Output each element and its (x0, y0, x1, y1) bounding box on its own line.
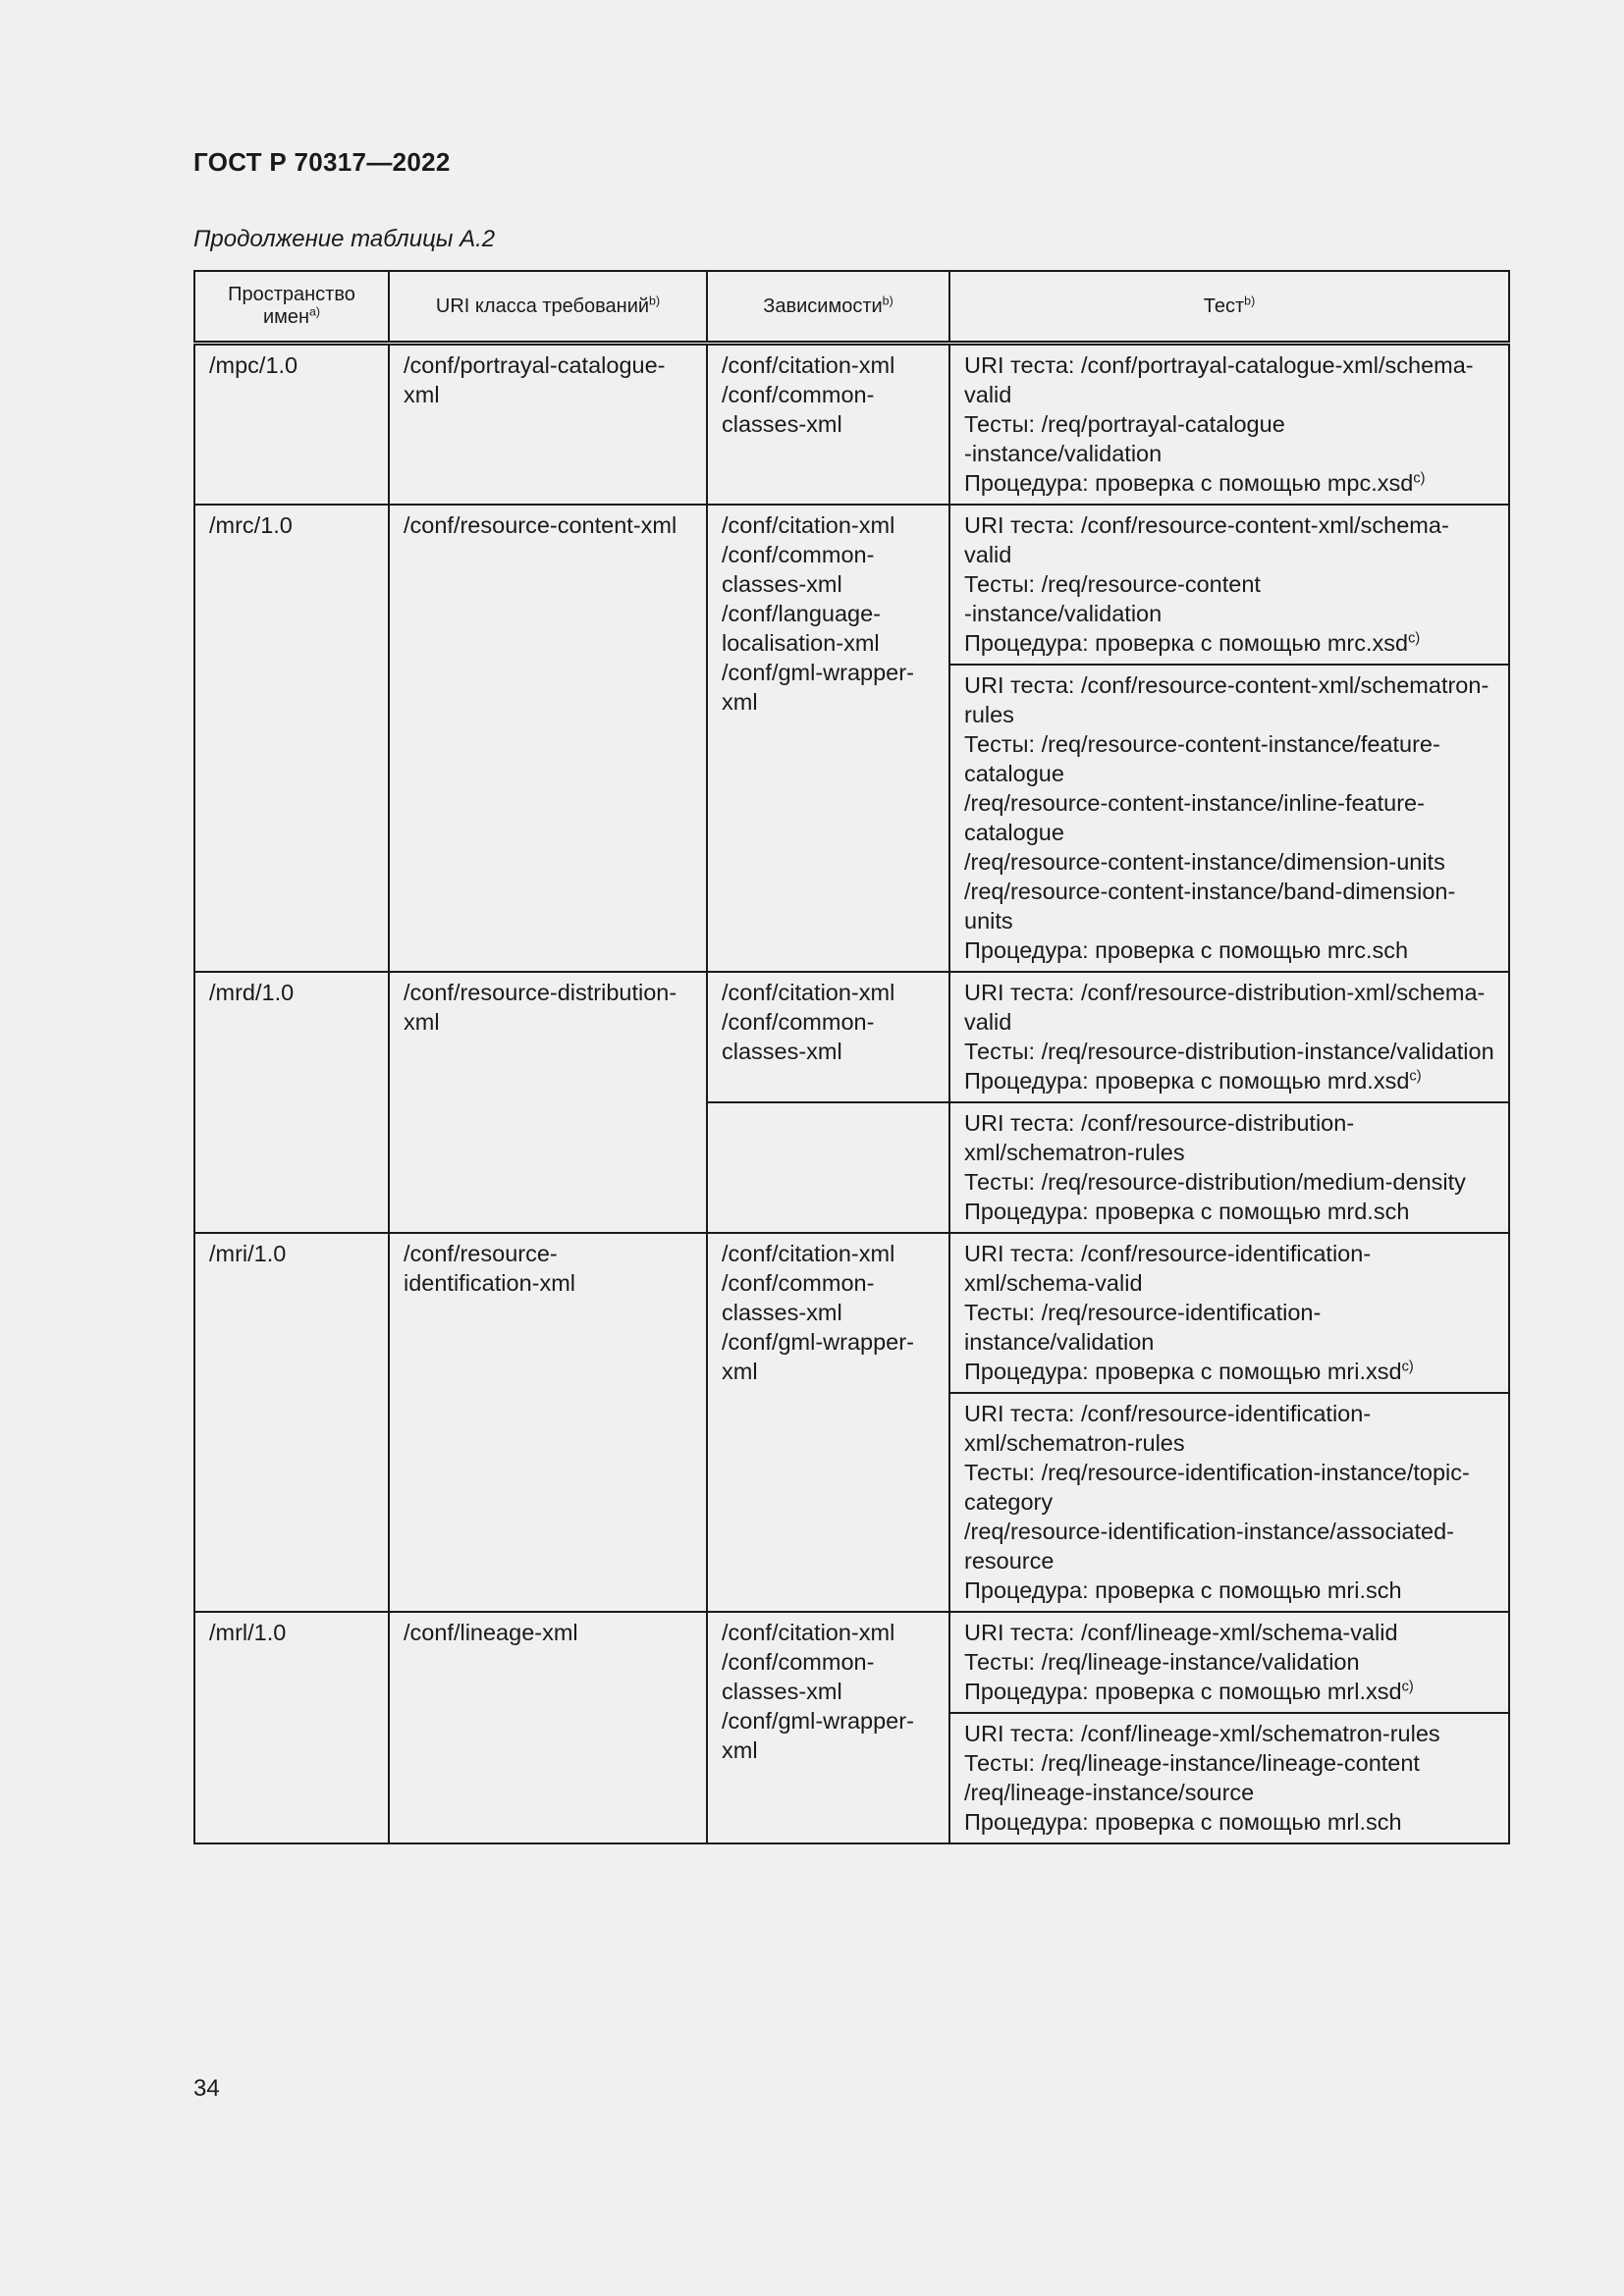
test-uri: URI теста: /conf/resource-content-xml/schematron-rules (964, 672, 1489, 727)
cell-dependencies-empty (707, 1102, 949, 1233)
cell-requirements-uri: /conf/resource-identification-xml (389, 1233, 707, 1612)
dependency-item: /conf/common-classes-xml (722, 1270, 875, 1325)
cell-test (949, 1713, 1509, 1843)
test-procedure-text: Процедура: проверка с помощью mrc.sch (964, 937, 1409, 963)
table-header-row (194, 271, 1509, 344)
test-line: Тесты: /req/resource-distribution/medium-density (964, 1169, 1466, 1195)
test-line: Тесты: /req/lineage-instance/validation (964, 1649, 1360, 1675)
test-procedure (964, 1807, 1494, 1837)
cell-dependencies (707, 1233, 949, 1612)
cell-namespace: /mrl/1.0 (194, 1612, 389, 1843)
test-uri: URI теста: /conf/resource-content-xml/schema-valid (964, 512, 1449, 567)
test-line: Тесты: /req/portrayal-catalogue (964, 411, 1285, 437)
dependency-item: /conf/citation-xml (722, 980, 895, 1005)
test-uri: URI теста: /conf/lineage-xml/schema-valid (964, 1620, 1398, 1645)
header-namespace: Пространство имен$^{a)}$ (194, 271, 389, 344)
footnote-marker: c) (1401, 1679, 1414, 1695)
test-procedure (964, 628, 1494, 658)
header-dependencies: Зависимости$^{b)}$ (707, 271, 949, 344)
cell-dependencies (707, 972, 949, 1102)
table-row (194, 1612, 1509, 1713)
cell-dependencies (707, 344, 949, 506)
table-body (194, 344, 1509, 1844)
test-line: /req/resource-identification-instance/associated-resource (964, 1519, 1454, 1574)
standard-title: ГОСТ Р 70317—2022 (193, 147, 451, 177)
dependency-item: /conf/gml-wrapper-xml (722, 1329, 914, 1384)
dependency-item: /conf/common-classes-xml (722, 1649, 875, 1704)
cell-namespace: /mpc/1.0 (194, 344, 389, 506)
cell-namespace: /mrc/1.0 (194, 505, 389, 972)
test-line: /req/resource-content-instance/band-dimension-units (964, 879, 1456, 934)
cell-requirements-uri: /conf/resource-content-xml (389, 505, 707, 972)
test-line: Тесты: /req/resource-distribution-instance/validation (964, 1039, 1494, 1064)
cell-test (949, 1102, 1509, 1233)
dependency-item: /conf/citation-xml (722, 1241, 895, 1266)
table-row (194, 344, 1509, 506)
dependency-item: /conf/gml-wrapper-xml (722, 660, 914, 715)
test-procedure-text: Процедура: проверка с помощью mrc.xsd (964, 630, 1409, 656)
test-uri: URI теста: /conf/resource-distribution-xml/schematron-rules (964, 1110, 1355, 1165)
cell-requirements-uri: /conf/portrayal-catalogue-xml (389, 344, 707, 506)
test-procedure (964, 468, 1494, 498)
test-line: /req/lineage-instance/source (964, 1780, 1255, 1805)
test-procedure-text: Процедура: проверка с помощью mrd.sch (964, 1199, 1410, 1224)
test-procedure-text: Процедура: проверка с помощью mrl.sch (964, 1809, 1402, 1835)
test-procedure (964, 1677, 1494, 1706)
cell-test (949, 1393, 1509, 1612)
test-procedure-text: Процедура: проверка с помощью mri.xsd (964, 1359, 1402, 1384)
cell-test (949, 972, 1509, 1102)
cell-test (949, 344, 1509, 506)
cell-dependencies (707, 1612, 949, 1843)
footnote-marker: c) (1401, 1359, 1414, 1375)
test-procedure-text: Процедура: проверка с помощью mpc.xsd (964, 470, 1414, 496)
dependency-item: /conf/citation-xml (722, 352, 895, 378)
test-uri: URI теста: /conf/resource-identification-xml/schema-valid (964, 1241, 1372, 1296)
test-uri: URI теста: /conf/lineage-xml/schematron-rules (964, 1721, 1440, 1746)
test-procedure (964, 1066, 1494, 1095)
table-row (194, 1233, 1509, 1393)
test-procedure (964, 1357, 1494, 1386)
test-uri: URI теста: /conf/resource-identification-xml/schematron-rules (964, 1401, 1372, 1456)
test-line: Тесты: /req/lineage-instance/lineage-content (964, 1750, 1420, 1776)
cell-requirements-uri: /conf/lineage-xml (389, 1612, 707, 1843)
cell-namespace: /mri/1.0 (194, 1233, 389, 1612)
dependency-item: /conf/common-classes-xml (722, 382, 875, 437)
cell-test (949, 665, 1509, 972)
dependency-item: /conf/language-localisation-xml (722, 601, 882, 656)
cell-test (949, 1612, 1509, 1713)
test-line: -instance/validation (964, 601, 1163, 626)
test-procedure-text: Процедура: проверка с помощью mrl.xsd (964, 1679, 1402, 1704)
test-line: /req/resource-content-instance/dimension-units (964, 849, 1445, 875)
requirements-table (193, 270, 1510, 1844)
test-line: Тесты: /req/resource-identification-instance/validation (964, 1300, 1322, 1355)
cell-namespace: /mrd/1.0 (194, 972, 389, 1233)
table-row (194, 505, 1509, 665)
cell-requirements-uri: /conf/resource-distribution-xml (389, 972, 707, 1233)
footnote-marker: c) (1409, 1068, 1422, 1085)
table-caption: Продолжение таблицы А.2 (193, 226, 496, 252)
test-line: -instance/validation (964, 441, 1163, 466)
cell-dependencies (707, 505, 949, 972)
cell-test (949, 1233, 1509, 1393)
test-uri: URI теста: /conf/portrayal-catalogue-xml/schema-valid (964, 352, 1474, 407)
dependency-item: /conf/common-classes-xml (722, 1009, 875, 1064)
cell-test (949, 505, 1509, 665)
test-procedure (964, 1197, 1494, 1226)
header-test: Тест$^{b)}$ (949, 271, 1509, 344)
footnote-marker: c) (1413, 470, 1426, 487)
test-procedure (964, 935, 1494, 965)
footnote-marker: c) (1408, 630, 1421, 647)
dependency-item: /conf/gml-wrapper-xml (722, 1708, 914, 1763)
table-row (194, 972, 1509, 1102)
header-uri: URI класса требований$^{b)}$ (389, 271, 707, 344)
test-line: /req/resource-content-instance/inline-feature-catalogue (964, 790, 1425, 845)
dependency-item: /conf/citation-xml (722, 512, 895, 538)
test-line: Тесты: /req/resource-content-instance/feature-catalogue (964, 731, 1440, 786)
test-procedure-text: Процедура: проверка с помощью mrd.xsd (964, 1068, 1410, 1094)
test-line: Тесты: /req/resource-identification-instance/topic-category (964, 1460, 1470, 1515)
dependency-item: /conf/citation-xml (722, 1620, 895, 1645)
test-line: Тесты: /req/resource-content (964, 571, 1261, 597)
page-number: 34 (193, 2075, 220, 2102)
test-uri: URI теста: /conf/resource-distribution-xml/schema-valid (964, 980, 1486, 1035)
test-procedure-text: Процедура: проверка с помощью mri.sch (964, 1577, 1402, 1603)
dependency-item: /conf/common-classes-xml (722, 542, 875, 597)
test-procedure (964, 1575, 1494, 1605)
